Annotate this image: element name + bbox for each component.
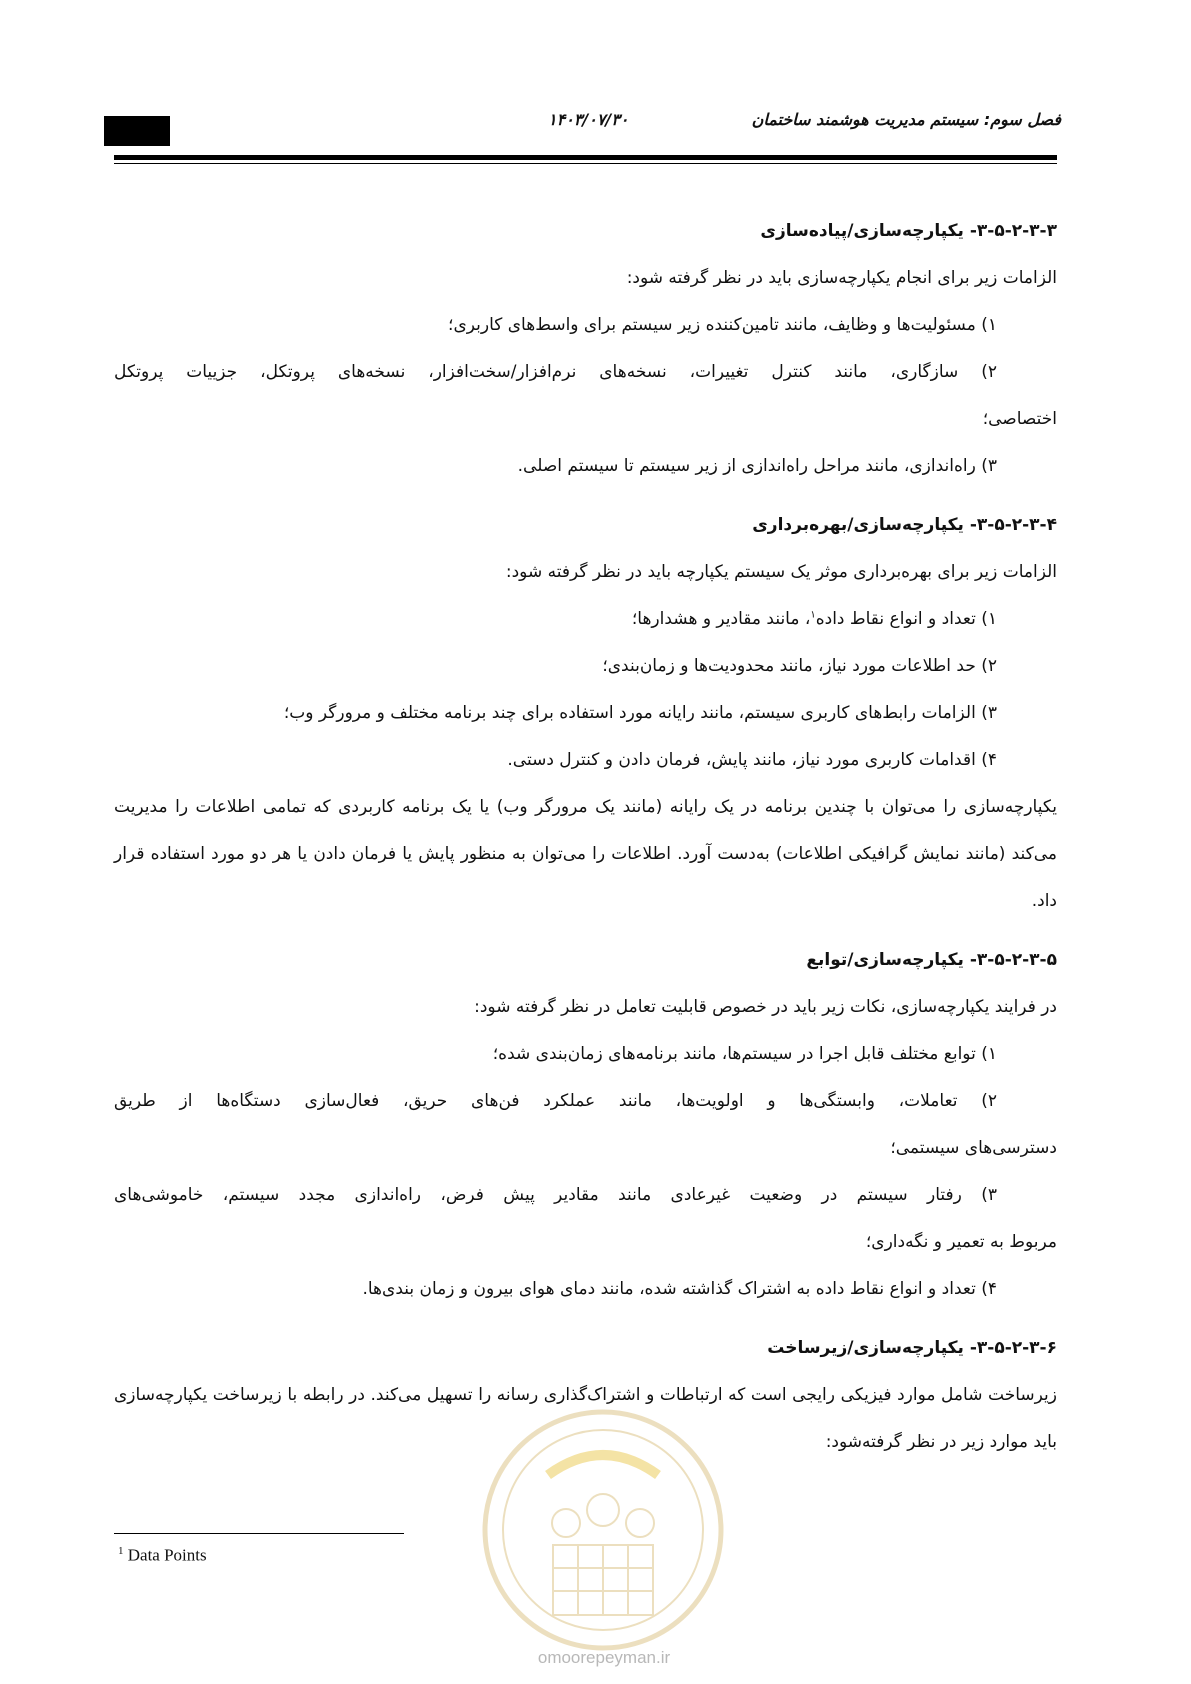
list-item: ۳) الزامات رابط‌های کاربری سیستم، مانند رایانه مورد استفاده برای چند برنامه مختلف و مرورگر وب؛ [283,703,997,723]
list-item: ۱) مسئولیت‌ها و وظایف، مانند تامین‌کننده زیر سیستم برای واسط‌های کاربری؛ [448,315,997,335]
list-item-text: ۱) تعداد و انواع نقاط داده [815,609,997,629]
list-item: ۱) توابع مختلف قابل اجرا در سیستم‌ها، مانند برنامه‌های زمان‌بندی شده؛ [492,1044,997,1064]
section-heading-infrastructure: ۳-۵-۲-۳-۶- یکپارچه‌سازی/زیرساخت [767,1338,1057,1358]
section-intro: الزامات زیر برای انجام یکپارچه‌سازی باید در نظر گرفته شود: [626,268,1057,288]
list-item: ۳) راه‌اندازی، مانند مراحل راه‌اندازی از زیر سیستم تا سیستم اصلی. [517,456,997,476]
list-item: ۳) رفتار سیستم در وضعیت غیرعادی مانند مقادیر پیش فرض، راه‌اندازی مجدد سیستم، خاموشی‌های [114,1185,997,1205]
watermark-site: omoorepeyman.ir [537,1648,671,1667]
section-heading-implementation: ۳-۵-۲-۳-۳- یکپارچه‌سازی/پیاده‌سازی [760,221,1057,241]
list-item-continuation: اختصاصی؛ [982,409,1057,429]
list-item-continuation: دسترسی‌های سیستمی؛ [890,1138,1057,1158]
header-rule-thin [114,163,1057,164]
list-item-text: ، مانند مقادیر و هشدارها؛ [631,609,811,629]
list-item: ۲) حد اطلاعات مورد نیاز، مانند محدودیت‌ها و زمان‌بندی؛ [602,656,997,676]
body-text [114,208,1057,1466]
section-heading-functions: ۳-۵-۲-۳-۵- یکپارچه‌سازی/توابع [806,950,1057,970]
page-number-box [104,116,170,146]
header-rule-thick [114,155,1057,160]
footnote-rule [114,1533,404,1534]
list-item: ۴) اقدامات کاربری مورد نیاز، مانند پایش، فرمان دادن و کنترل دستی. [507,750,997,770]
list-item: ۴) تعداد و انواع نقاط داده به اشتراک گذاشته شده، مانند دمای هوای بیرون و زمان بندی‌ها. [362,1279,997,1299]
chapter-title: فصل سوم: سیستم مدیریت هوشمند ساختمان [751,110,1061,129]
section-intro: در فرایند یکپارچه‌سازی، نکات زیر باید در خصوص قابلیت تعامل در نظر گرفته شود: [474,997,1057,1017]
footnote-text: Data Points [127,1545,207,1565]
footnote-ref: ۱ [810,609,816,621]
footnote [118,1545,207,1566]
list-item: ۲) سازگاری، مانند کنترل تغییرات، نسخه‌های نرم‌افزار/سخت‌افزار، نسخه‌های پروتکل، جزییات پروتکل [114,362,997,382]
header-date: ۱۴۰۳/۰۷/۳۰ [548,110,629,129]
section-intro: الزامات زیر برای بهره‌برداری موثر یک سیستم یکپارچه باید در نظر گرفته شود: [505,562,1057,582]
list-item [114,596,1057,643]
list-item-continuation: مربوط به تعمیر و نگه‌داری؛ [865,1232,1057,1252]
paragraph: زیرساخت شامل موارد فیزیکی رایجی است که ارتباطات و اشتراک‌گذاری رسانه را تسهیل می‌کند. در رابطه با زیرساخت یکپارچه‌سازی باید موارد زیر در نظر گرفته‌شود: [114,1385,1057,1452]
footnote-number: 1 [118,1545,124,1557]
section-heading-operation: ۳-۵-۲-۳-۴- یکپارچه‌سازی/بهره‌برداری [752,515,1057,535]
list-item: ۲) تعاملات، وابستگی‌ها و اولویت‌ها، مانند عملکرد فن‌های حریق، فعال‌سازی دستگاه‌ها از طریق [114,1091,997,1111]
paragraph: یکپارچه‌سازی را می‌توان با چندین برنامه در یک رایانه (مانند یک مرورگر وب) یا یک برنامه کاربردی که تمامی اطلاعات را مدیریت می‌کند (مانند نمایش گرافیکی اطلاعات) به‌دست آورد. اطلاعات را می‌توان به منظور پایش یا فرمان دادن یا هر دو مورد استفاده قرار داد. [114,797,1057,911]
